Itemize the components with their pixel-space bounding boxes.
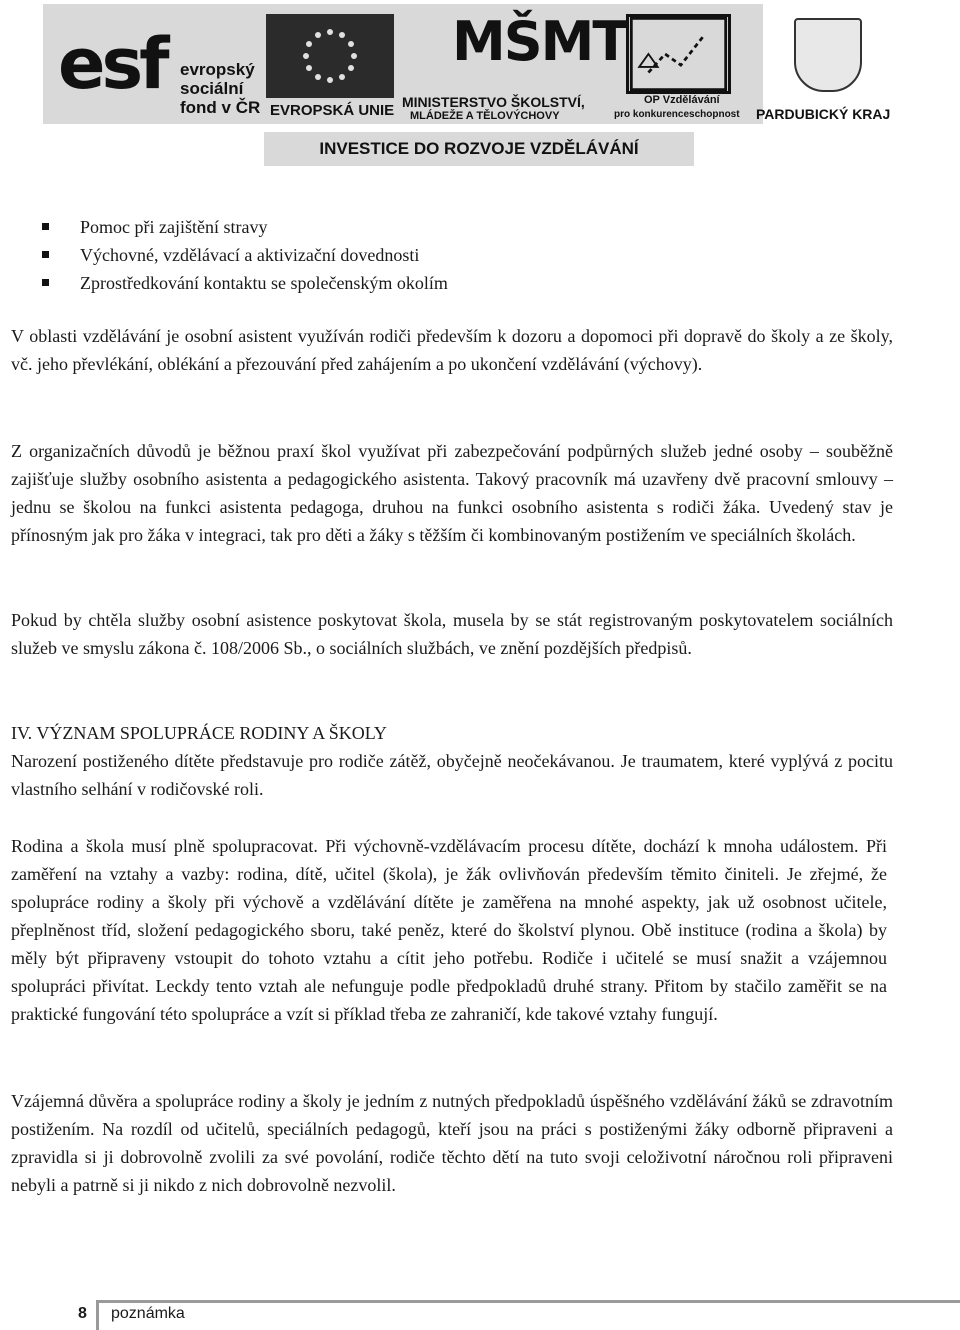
- eu-label: EVROPSKÁ UNIE: [270, 102, 395, 119]
- esf-line-3: fond v ČR: [180, 98, 261, 117]
- list-item: Zprostředkování kontaktu se společenským okolím: [80, 269, 448, 297]
- esf-line-2: sociální: [180, 79, 244, 98]
- footer-divider-vertical: [96, 1300, 99, 1330]
- paragraph-4: Narození postiženého dítěte představuje pro rodiče zátěž, obyčejně neočekávanou. Je traumatem, které vyplývá z pocitu vlastního selhání v rodičovské roli.: [11, 751, 893, 799]
- op-logo: [612, 14, 757, 122]
- paragraph-1: V oblasti vzdělávání je osobní asistent využíván rodiči především k dozoru a dopomoci při dopravě do školy a ze školy, vč. jeho převlékání, oblékání a přezouvání před zahájením a po ukončení vzdělávání (výchovy).: [11, 326, 893, 374]
- paragraph-3: Pokud by chtěla služby osobní asistence poskytovat škola, musela by se stát registrovaným poskytovatelem sociálních služeb ve smyslu zákona č. 108/2006 Sb., o sociálních službách, ve znění pozdějších předpisů.: [11, 610, 893, 658]
- page-number: 8: [78, 1305, 87, 1322]
- footer-divider: [96, 1300, 960, 1303]
- eu-logo: [266, 14, 394, 122]
- paragraph-5: Rodina a škola musí plně spolupracovat. Při výchovně-vzdělávacím procesu dítěte, dochází k mnoha událostem. Při zaměření na vztahy a vazby: rodina, dítě, učitel (škola), je žák ovlivňován především těmito činiteli. Je zřejmé, že spolupráce rodiny a školy při výchově a vzdělávání dítěte je zaměřena na mnohé aspekty, jak už osobnost učitele, přeplněnost tříd, složení pedagogického sboru, také peněz, které do školství plynou. Obě instituce (rodina a škola) by měly být připraveny vstoupit do tohoto vztahu a cítit jeho potřebu. Rodiče i učitelé se musí snažit a vzájemnou spolupráci přivítat. Leckdy tento vztah ale nefunguje podle předpokladů druhé strany. Přitom by stačilo zaměřit se na praktické fungování této spolupráce a vzít si příklad třeba ze zahraničí, kde takové vztahy fungují.: [11, 836, 887, 1024]
- msmt-line-2: MLÁDEŽE A TĚLOVÝCHOVY: [410, 110, 560, 122]
- list-item: Pomoc při zajištění stravy: [80, 213, 448, 241]
- eu-flag-icon: [266, 14, 394, 98]
- section-heading: IV. VÝZNAM SPOLUPRÁCE RODINY A ŠKOLY: [11, 723, 387, 743]
- msmt-logo-mark: MŠMT: [452, 10, 628, 73]
- investice-banner: INVESTICE DO ROZVOJE VZDĚLÁVÁNÍ: [264, 132, 694, 166]
- list-item: Výchovné, vzdělávací a aktivizační dovednosti: [80, 241, 448, 269]
- bullet-list: [80, 213, 448, 297]
- paragraph-2: Z organizačních důvodů je běžnou praxí škol využívat při zabezpečování podpůrných služeb jedné osoby – souběžně zajišťuje služby osobního asistenta a pedagogického asistenta. Takový pracovník má uzavřeny dvě pracovní smlouvy – jednu se školou na funkci asistenta pedagoga, druhou na funkci osobního asistenta s rodiči žáka. Uvedený stav je přínosným jak pro žáka v integraci, tak pro děti a žáky s těžším či kombinovaným postižením ve speciálních školách.: [11, 441, 893, 545]
- esf-logo-text: [180, 60, 260, 117]
- op-line-1: OP Vzdělávání: [644, 94, 720, 106]
- kraj-logo: [752, 18, 912, 126]
- paragraph-6: Vzájemná důvěra a spolupráce rodiny a školy je jedním z nutných předpokladů úspěšného vzdělávání žáků se zdravotním postižením. Na rozdíl od učitelů, speciálních pedagogů, kteří jsou na práci s postiženými žáky odborně připraveni a zpravidla si ji dobrovolně zvolili za své povolání, rodiče těchto dětí na tuto svoji celoživotní náročnou roli připraveni nebyli a patrně si ji nikdo z nich dobrovolně nezvolil.: [11, 1091, 893, 1195]
- msmt-logo: [400, 10, 628, 122]
- coat-of-arms-icon: [794, 18, 862, 92]
- op-logo-icon: [626, 14, 731, 94]
- esf-logo: [58, 14, 268, 124]
- footer-note: poznámka: [111, 1305, 185, 1322]
- kraj-label: PARDUBICKÝ KRAJ: [756, 106, 891, 122]
- esf-logo-mark: esf: [58, 23, 166, 105]
- msmt-line-1: MINISTERSTVO ŠKOLSTVÍ,: [402, 94, 585, 110]
- op-line-2: pro konkurenceschopnost: [614, 109, 740, 120]
- esf-line-1: evropský: [180, 60, 255, 79]
